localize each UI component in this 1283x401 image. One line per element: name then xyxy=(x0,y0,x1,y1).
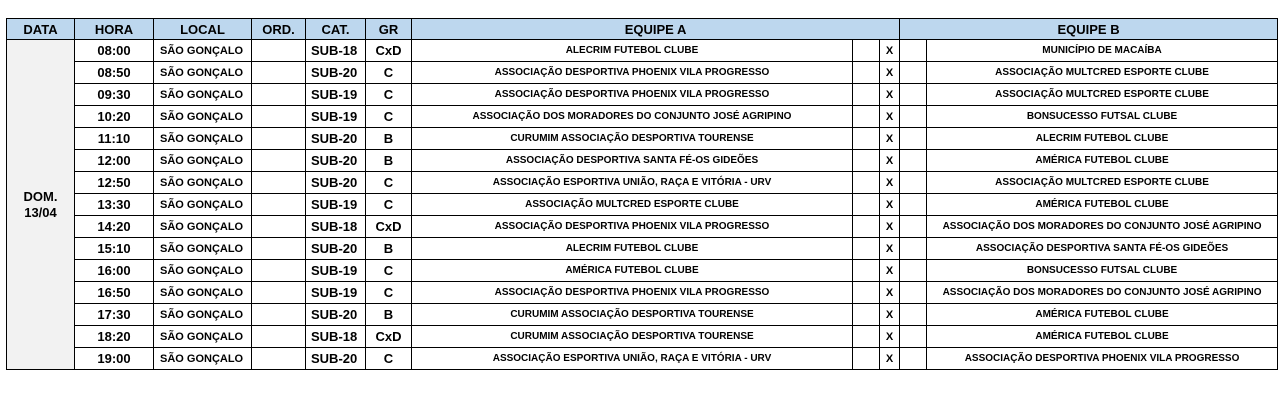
team-a: ASSOCIAÇÃO DESPORTIVA SANTA FÉ-OS GIDEÕES xyxy=(412,150,853,172)
versus-mark: X xyxy=(880,238,900,260)
team-b: MUNICÍPIO DE MACAÍBA xyxy=(927,40,1278,62)
versus-mark: X xyxy=(880,150,900,172)
score-b xyxy=(900,238,927,260)
match-group: B xyxy=(366,304,412,326)
score-a xyxy=(853,326,880,348)
score-a xyxy=(853,106,880,128)
match-category: SUB-18 xyxy=(306,216,366,238)
team-b: BONSUCESSO FUTSAL CLUBE xyxy=(927,260,1278,282)
table-row xyxy=(7,62,1278,84)
score-b xyxy=(900,194,927,216)
match-group: C xyxy=(366,62,412,84)
match-group: C xyxy=(366,260,412,282)
team-a: ALECRIM FUTEBOL CLUBE xyxy=(412,40,853,62)
score-b xyxy=(900,150,927,172)
team-b: ASSOCIAÇÃO MULTCRED ESPORTE CLUBE xyxy=(927,62,1278,84)
schedule-table xyxy=(6,18,1278,370)
score-b xyxy=(900,282,927,304)
match-order xyxy=(252,40,306,62)
header-local: LOCAL xyxy=(154,19,252,40)
score-a xyxy=(853,238,880,260)
team-b: ASSOCIAÇÃO DESPORTIVA PHOENIX VILA PROGRESSO xyxy=(927,348,1278,370)
team-b: ASSOCIAÇÃO DOS MORADORES DO CONJUNTO JOSÉ AGRIPINO xyxy=(927,282,1278,304)
score-a xyxy=(853,40,880,62)
match-time: 13:30 xyxy=(75,194,154,216)
match-group: CxD xyxy=(366,216,412,238)
team-a: ASSOCIAÇÃO DESPORTIVA PHOENIX VILA PROGRESSO xyxy=(412,282,853,304)
table-row xyxy=(7,282,1278,304)
match-venue: SÃO GONÇALO xyxy=(154,172,252,194)
team-a: ASSOCIAÇÃO DESPORTIVA PHOENIX VILA PROGRESSO xyxy=(412,216,853,238)
date-cell xyxy=(7,40,75,370)
match-order xyxy=(252,216,306,238)
versus-mark: X xyxy=(880,348,900,370)
match-category: SUB-20 xyxy=(306,172,366,194)
match-category: SUB-19 xyxy=(306,84,366,106)
match-order xyxy=(252,194,306,216)
header-row xyxy=(7,19,1278,40)
match-category: SUB-18 xyxy=(306,40,366,62)
team-b: AMÉRICA FUTEBOL CLUBE xyxy=(927,194,1278,216)
team-b: AMÉRICA FUTEBOL CLUBE xyxy=(927,326,1278,348)
score-a xyxy=(853,348,880,370)
match-category: SUB-19 xyxy=(306,260,366,282)
match-category: SUB-20 xyxy=(306,238,366,260)
team-a: CURUMIM ASSOCIAÇÃO DESPORTIVA TOURENSE xyxy=(412,326,853,348)
header-equipe-b: EQUIPE B xyxy=(900,19,1278,40)
table-row xyxy=(7,40,1278,62)
score-b xyxy=(900,304,927,326)
match-group: C xyxy=(366,106,412,128)
team-a: ALECRIM FUTEBOL CLUBE xyxy=(412,238,853,260)
score-a xyxy=(853,150,880,172)
match-time: 12:00 xyxy=(75,150,154,172)
header-equipe-a: EQUIPE A xyxy=(412,19,900,40)
team-b: ASSOCIAÇÃO DESPORTIVA SANTA FÉ-OS GIDEÕES xyxy=(927,238,1278,260)
match-order xyxy=(252,304,306,326)
date-day: 13/04 xyxy=(24,204,57,220)
match-time: 19:00 xyxy=(75,348,154,370)
score-a xyxy=(853,304,880,326)
team-a: CURUMIM ASSOCIAÇÃO DESPORTIVA TOURENSE xyxy=(412,304,853,326)
team-a: ASSOCIAÇÃO ESPORTIVA UNIÃO, RAÇA E VITÓRIA - URV xyxy=(412,172,853,194)
match-group: B xyxy=(366,238,412,260)
header-gr: GR xyxy=(366,19,412,40)
header-ord: ORD. xyxy=(252,19,306,40)
score-a xyxy=(853,172,880,194)
match-venue: SÃO GONÇALO xyxy=(154,216,252,238)
header-hora: HORA xyxy=(75,19,154,40)
match-category: SUB-19 xyxy=(306,194,366,216)
match-group: C xyxy=(366,348,412,370)
match-category: SUB-20 xyxy=(306,304,366,326)
score-b xyxy=(900,216,927,238)
team-b: AMÉRICA FUTEBOL CLUBE xyxy=(927,150,1278,172)
match-order xyxy=(252,326,306,348)
team-a: ASSOCIAÇÃO DESPORTIVA PHOENIX VILA PROGRESSO xyxy=(412,84,853,106)
match-venue: SÃO GONÇALO xyxy=(154,150,252,172)
header-data: DATA xyxy=(7,19,75,40)
match-time: 14:20 xyxy=(75,216,154,238)
score-a xyxy=(853,62,880,84)
match-category: SUB-20 xyxy=(306,128,366,150)
match-time: 12:50 xyxy=(75,172,154,194)
match-category: SUB-20 xyxy=(306,62,366,84)
match-time: 11:10 xyxy=(75,128,154,150)
table-row xyxy=(7,150,1278,172)
score-b xyxy=(900,106,927,128)
match-rows xyxy=(7,40,1278,370)
team-b: ASSOCIAÇÃO MULTCRED ESPORTE CLUBE xyxy=(927,172,1278,194)
team-b: AMÉRICA FUTEBOL CLUBE xyxy=(927,304,1278,326)
match-group: CxD xyxy=(366,326,412,348)
match-order xyxy=(252,260,306,282)
match-category: SUB-18 xyxy=(306,326,366,348)
score-b xyxy=(900,128,927,150)
match-time: 08:50 xyxy=(75,62,154,84)
table-row xyxy=(7,216,1278,238)
table-row xyxy=(7,106,1278,128)
score-b xyxy=(900,326,927,348)
match-time: 09:30 xyxy=(75,84,154,106)
match-venue: SÃO GONÇALO xyxy=(154,128,252,150)
table-row xyxy=(7,326,1278,348)
team-b: ASSOCIAÇÃO MULTCRED ESPORTE CLUBE xyxy=(927,84,1278,106)
match-category: SUB-19 xyxy=(306,282,366,304)
score-b xyxy=(900,84,927,106)
versus-mark: X xyxy=(880,216,900,238)
score-b xyxy=(900,40,927,62)
team-a: ASSOCIAÇÃO DOS MORADORES DO CONJUNTO JOSÉ AGRIPINO xyxy=(412,106,853,128)
match-group: B xyxy=(366,150,412,172)
versus-mark: X xyxy=(880,326,900,348)
team-a: ASSOCIAÇÃO ESPORTIVA UNIÃO, RAÇA E VITÓRIA - URV xyxy=(412,348,853,370)
score-a xyxy=(853,216,880,238)
team-a: ASSOCIAÇÃO MULTCRED ESPORTE CLUBE xyxy=(412,194,853,216)
versus-mark: X xyxy=(880,194,900,216)
team-a: AMÉRICA FUTEBOL CLUBE xyxy=(412,260,853,282)
score-a xyxy=(853,260,880,282)
score-a xyxy=(853,84,880,106)
table-row xyxy=(7,238,1278,260)
match-category: SUB-20 xyxy=(306,348,366,370)
match-group: C xyxy=(366,172,412,194)
match-group: C xyxy=(366,194,412,216)
match-venue: SÃO GONÇALO xyxy=(154,194,252,216)
match-category: SUB-20 xyxy=(306,150,366,172)
table-row xyxy=(7,348,1278,370)
header-cat: CAT. xyxy=(306,19,366,40)
date-weekday: DOM. xyxy=(23,188,58,204)
match-venue: SÃO GONÇALO xyxy=(154,62,252,84)
match-order xyxy=(252,238,306,260)
versus-mark: X xyxy=(880,40,900,62)
match-venue: SÃO GONÇALO xyxy=(154,282,252,304)
table-row xyxy=(7,194,1278,216)
table-row xyxy=(7,304,1278,326)
score-b xyxy=(900,62,927,84)
match-venue: SÃO GONÇALO xyxy=(154,238,252,260)
match-order xyxy=(252,348,306,370)
match-order xyxy=(252,62,306,84)
versus-mark: X xyxy=(880,84,900,106)
match-venue: SÃO GONÇALO xyxy=(154,84,252,106)
table-row xyxy=(7,84,1278,106)
match-order xyxy=(252,84,306,106)
match-group: C xyxy=(366,84,412,106)
versus-mark: X xyxy=(880,62,900,84)
match-venue: SÃO GONÇALO xyxy=(154,40,252,62)
match-venue: SÃO GONÇALO xyxy=(154,348,252,370)
match-order xyxy=(252,150,306,172)
versus-mark: X xyxy=(880,106,900,128)
match-order xyxy=(252,172,306,194)
match-time: 16:00 xyxy=(75,260,154,282)
versus-mark: X xyxy=(880,304,900,326)
versus-mark: X xyxy=(880,282,900,304)
match-order xyxy=(252,106,306,128)
match-time: 18:20 xyxy=(75,326,154,348)
score-b xyxy=(900,260,927,282)
team-b: ASSOCIAÇÃO DOS MORADORES DO CONJUNTO JOSÉ AGRIPINO xyxy=(927,216,1278,238)
match-time: 08:00 xyxy=(75,40,154,62)
team-a: CURUMIM ASSOCIAÇÃO DESPORTIVA TOURENSE xyxy=(412,128,853,150)
team-a: ASSOCIAÇÃO DESPORTIVA PHOENIX VILA PROGRESSO xyxy=(412,62,853,84)
score-a xyxy=(853,282,880,304)
score-a xyxy=(853,128,880,150)
score-b xyxy=(900,348,927,370)
table-row xyxy=(7,260,1278,282)
score-b xyxy=(900,172,927,194)
match-time: 16:50 xyxy=(75,282,154,304)
match-time: 17:30 xyxy=(75,304,154,326)
match-venue: SÃO GONÇALO xyxy=(154,326,252,348)
match-time: 10:20 xyxy=(75,106,154,128)
match-venue: SÃO GONÇALO xyxy=(154,106,252,128)
table-row xyxy=(7,128,1278,150)
match-group: C xyxy=(366,282,412,304)
match-category: SUB-19 xyxy=(306,106,366,128)
versus-mark: X xyxy=(880,128,900,150)
table-row xyxy=(7,172,1278,194)
versus-mark: X xyxy=(880,260,900,282)
match-order xyxy=(252,282,306,304)
match-group: CxD xyxy=(366,40,412,62)
versus-mark: X xyxy=(880,172,900,194)
match-group: B xyxy=(366,128,412,150)
match-time: 15:10 xyxy=(75,238,154,260)
match-venue: SÃO GONÇALO xyxy=(154,304,252,326)
team-b: BONSUCESSO FUTSAL CLUBE xyxy=(927,106,1278,128)
match-venue: SÃO GONÇALO xyxy=(154,260,252,282)
score-a xyxy=(853,194,880,216)
team-b: ALECRIM FUTEBOL CLUBE xyxy=(927,128,1278,150)
match-order xyxy=(252,128,306,150)
